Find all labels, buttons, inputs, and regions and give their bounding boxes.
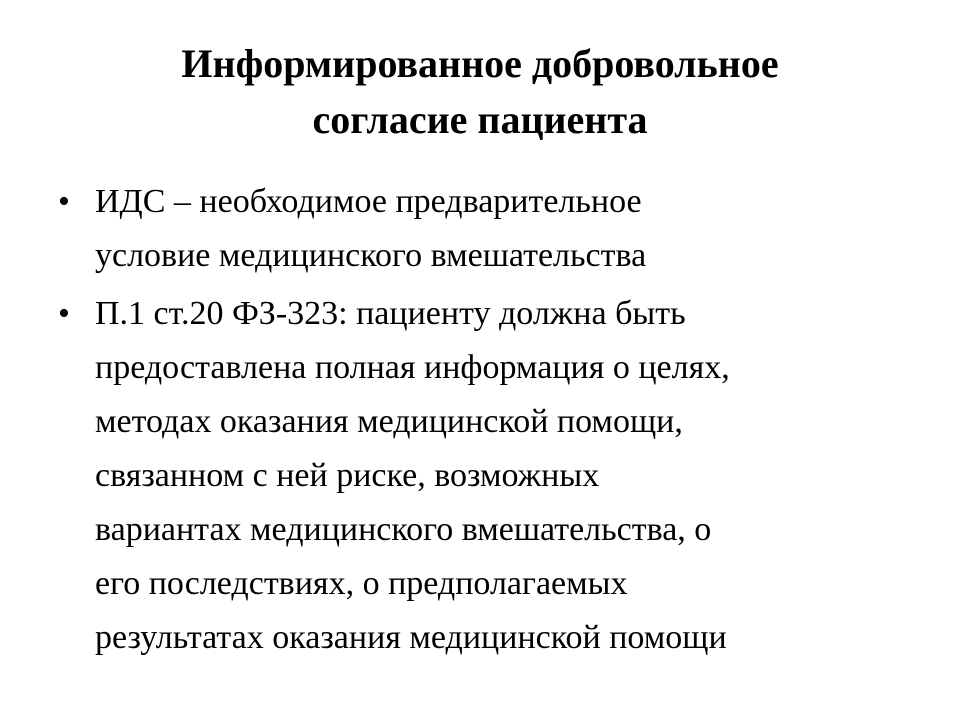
bullet-list — [58, 175, 918, 665]
slide-title: Информированное добровольное согласие пациента — [181, 41, 779, 142]
bullet-text: ИДС – необходимое предварительное условие медицинского вмешательства — [95, 183, 647, 274]
bullet-item — [58, 287, 918, 665]
bullet-item — [58, 175, 918, 283]
bullet-text: П.1 ст.20 ФЗ-323: пациенту должна быть предоставлена полная информация о целях, методах оказания медицинской помощи, связанном с ней риске, возможных вариантах медицинского вмешательства, о его последствиях, о предполагаемых результатах оказания медицинской помощи — [95, 295, 730, 656]
bullet-marker: • — [58, 183, 70, 220]
bullet-marker: • — [58, 295, 70, 332]
